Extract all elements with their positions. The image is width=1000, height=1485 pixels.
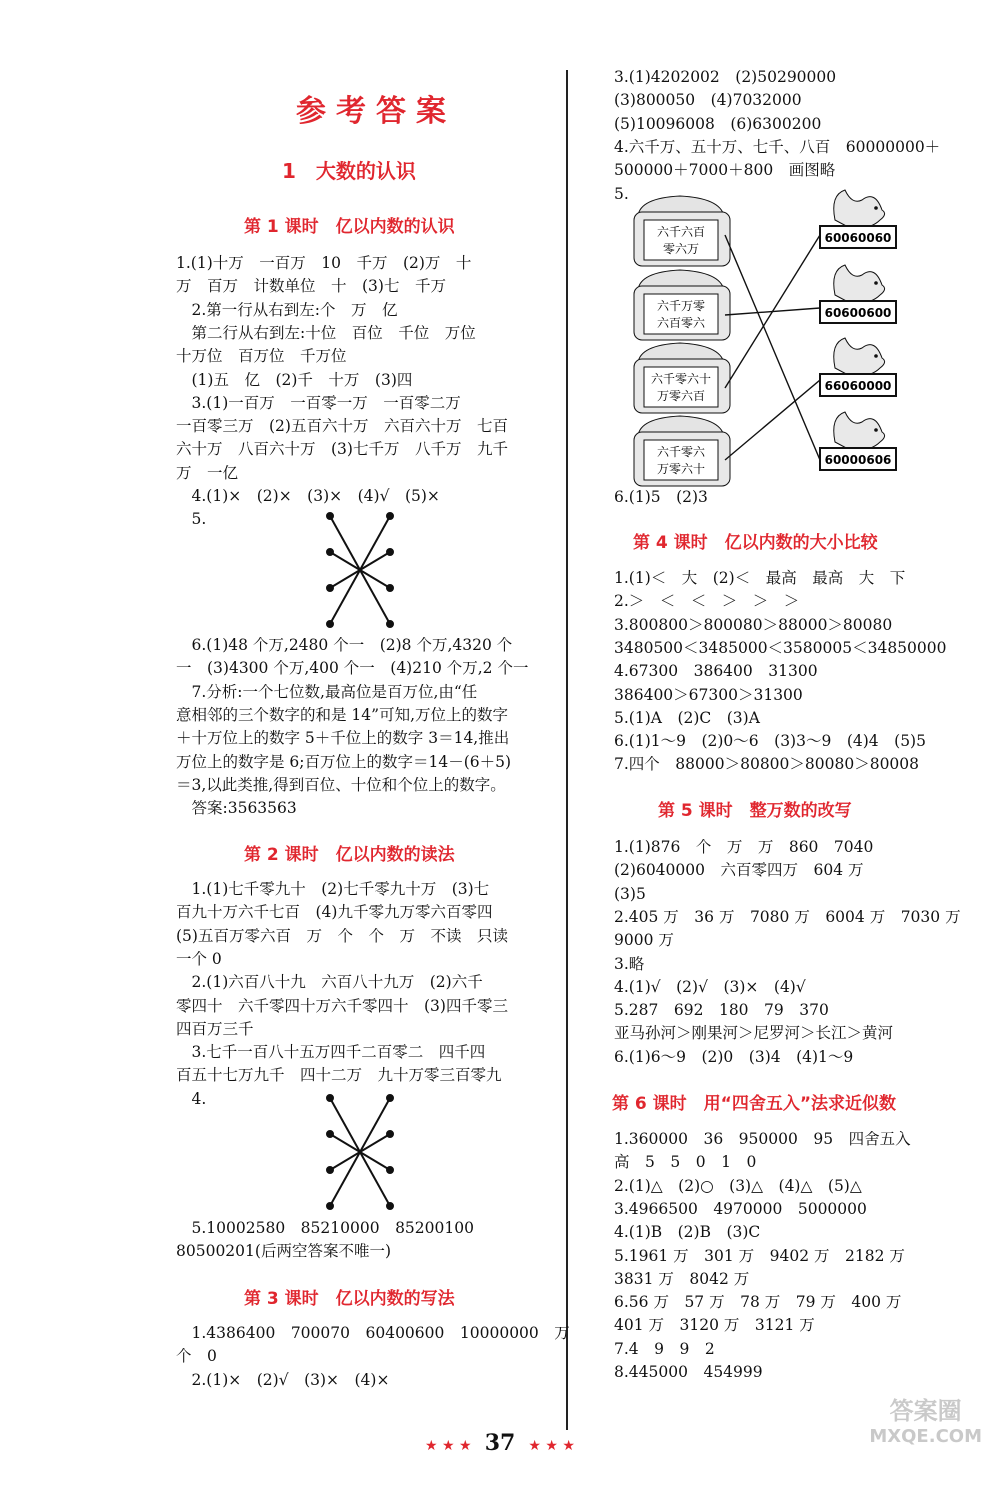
section-heading-lesson-2: 第 2 课时 亿以内数的读法 — [244, 845, 455, 865]
answer-line: 1.(1)876 个 万 万 860 7040 — [614, 838, 874, 856]
answer-line: 一 (3)4300 个万,400 个一 (4)210 个万,2 个一 — [176, 659, 529, 678]
answer-line: 5.(1)A (2)C (3)A — [614, 708, 760, 727]
answer-line: (3)5 — [614, 884, 646, 903]
svg-text:66060000: 66060000 — [824, 379, 892, 393]
answer-line: 3.(1)4202002 (2)50290000 — [614, 68, 837, 86]
page-title: 参考答案 — [296, 94, 456, 129]
answer-line: 2.第一行从右到左:个 万 亿 — [176, 300, 398, 319]
svg-text:60060060: 60060060 — [824, 231, 892, 245]
answer-line: 5. — [614, 184, 629, 203]
answer-line: 四百万三千 — [176, 1019, 254, 1038]
answer-line: 零四十 六千零四十万六千零四十 (3)四千零三 — [176, 996, 508, 1015]
answer-line: 5. — [176, 510, 207, 529]
answer-line: 六十万 八百六十万 (3)七千万 八千万 九千 — [176, 440, 508, 459]
answer-line: 万 一亿 — [176, 463, 239, 482]
answer-line: (2)6040000 六百零四万 604 万 — [614, 861, 864, 880]
answer-line: ＋十万位上的数字 5＋千位上的数字 3＝14,推出 — [176, 729, 510, 748]
house-card — [634, 270, 730, 340]
page-footer — [0, 1430, 1000, 1456]
answer-line: 十万位 百万位 千万位 — [176, 347, 347, 366]
answer-line: 3480500＜3485000＜3580005＜34850000 — [614, 638, 947, 657]
house-card — [634, 343, 730, 413]
answer-line: 500000＋7000＋800 画图略 — [614, 161, 836, 180]
svg-text:六千六百: 六千六百 — [656, 225, 706, 239]
answer-line: 7.四个 88000＞80800＞80080＞80008 — [614, 755, 920, 774]
answer-line: 5.1961 万 301 万 9402 万 2182 万 — [614, 1246, 905, 1265]
answer-line: 1.(1)十万 一百万 10 千万 (2)万 十 — [176, 254, 472, 272]
answer-line: 答案:3563563 — [176, 799, 297, 818]
answer-line: 个 0 — [176, 1347, 217, 1366]
answer-line: 2.(1)六百八十九 六百八十九万 (2)六千 — [176, 973, 483, 992]
answer-line: 3.七千一百八十五万四千二百零二 四千四 — [176, 1043, 486, 1062]
answer-line: 6.56 万 57 万 78 万 79 万 400 万 — [614, 1293, 902, 1312]
answer-line: 百九十万六千七百 (4)九千零九万零六百零四 — [176, 903, 493, 922]
bird-card — [820, 412, 896, 470]
house-card — [634, 196, 730, 266]
answer-line: 一百零三万 (2)五百六十万 六百六十万 七百 — [176, 417, 508, 436]
answer-line: 80500201(后两空答案不唯一) — [176, 1242, 391, 1261]
house-bird-matching-diagram — [630, 180, 910, 490]
watermark-logo: 答案圈 MXQE.COM — [869, 1397, 982, 1447]
answer-line: (5)五百万零六百 万 个 个 万 不读 只读 — [176, 926, 508, 945]
answer-line: 401 万 3120 万 3121 万 — [614, 1316, 815, 1335]
svg-text:60000606: 60000606 — [824, 453, 892, 467]
answer-line: 1.4386400 700070 60400600 10000000 万 — [176, 1324, 570, 1342]
answer-line: 4.(1)B (2)B (3)C — [614, 1223, 761, 1242]
answer-line: 万 百万 计数单位 十 (3)七 千万 — [176, 277, 446, 296]
answer-line: 7.分析:一个七位数,最高位是百万位,由“任 — [176, 682, 478, 701]
svg-text:六千万零: 六千万零 — [656, 299, 706, 313]
answer-line: 2.(1)△ (2)○ (3)△ (4)△ (5)△ — [614, 1176, 862, 1195]
answer-line: 7.4 9 9 2 — [614, 1339, 715, 1358]
answer-line: 3.略 — [614, 954, 645, 973]
answer-line: 第二行从右到左:十位 百位 千位 万位 — [176, 323, 476, 342]
section-heading-lesson-6: 第 6 课时 用“四舍五入”法求近似数 — [612, 1094, 897, 1114]
answer-line: 3831 万 8042 万 — [614, 1269, 750, 1288]
svg-text:60600600: 60600600 — [824, 306, 892, 320]
answer-line: 百五十七万九千 四十二万 九十万零三百零九 — [176, 1066, 502, 1085]
section-heading-lesson-4: 第 4 课时 亿以内数的大小比较 — [633, 533, 878, 553]
answer-line: 万位上的数字是 6;百万位上的数字＝14－(6＋5) — [176, 752, 512, 771]
svg-text:六千零六: 六千零六 — [656, 445, 706, 459]
answer-line: 3.(1)一百万 一百零一万 一百零二万 — [176, 393, 461, 412]
bird-card — [820, 190, 896, 248]
section-heading-lesson-1: 第 1 课时 亿以内数的认识 — [244, 217, 455, 237]
answer-line: 亚马孙河＞刚果河＞尼罗河＞长江＞黄河 — [614, 1024, 894, 1043]
answer-line: 3.4966500 4970000 5000000 — [614, 1199, 867, 1218]
answer-line: 1.360000 36 950000 95 四舍五入 — [614, 1130, 911, 1148]
answer-line: (3)800050 (4)7032000 — [614, 91, 802, 110]
answer-line: 6.(1)1～9 (2)0～6 (3)3～9 (4)4 (5)5 — [614, 732, 926, 751]
chapter-title: 1 大数的认识 — [282, 159, 416, 183]
answer-line: 386400＞67300＞31300 — [614, 685, 803, 704]
svg-text:零六万: 零六万 — [662, 242, 700, 256]
bird-card — [820, 265, 896, 323]
star-decoration-left: ★ ★ ★ — [425, 1438, 472, 1454]
matching-diagram-q5 — [322, 508, 398, 632]
matching-diagram-q4 — [322, 1090, 398, 1214]
svg-text:万零六十: 万零六十 — [656, 462, 706, 476]
column-divider — [566, 70, 568, 1430]
svg-text:万零六百: 万零六百 — [656, 389, 706, 403]
answer-line: 9000 万 — [614, 931, 674, 950]
answer-line: (1)五 亿 (2)千 十万 (3)四 — [176, 370, 413, 389]
house-card — [634, 416, 730, 486]
svg-text:六千零六十: 六千零六十 — [650, 372, 712, 386]
answer-line: 5.287 692 180 79 370 — [614, 1001, 829, 1020]
bird-card — [820, 338, 896, 396]
answer-line: 一个 0 — [176, 949, 222, 968]
answer-line: 6.(1)6～9 (2)0 (3)4 (4)1～9 — [614, 1047, 854, 1066]
star-decoration-right: ★ ★ ★ — [528, 1438, 575, 1454]
section-heading-lesson-5: 第 5 课时 整万数的改写 — [658, 801, 852, 821]
page-number: 37 — [484, 1430, 516, 1456]
answer-line: 2.＞ ＜ ＜ ＞ ＞ ＞ — [614, 592, 800, 611]
answer-line: (5)10096008 (6)6300200 — [614, 114, 822, 133]
answer-line: 2.405 万 36 万 7080 万 6004 万 7030 万 — [614, 907, 961, 926]
answer-line: 3.800800＞800080＞88000＞80080 — [614, 615, 893, 634]
answer-line: ＝3,以此类推,得到百位、十位和个位上的数字。 — [176, 775, 506, 794]
answer-line: 8.445000 454999 — [614, 1363, 763, 1381]
answer-line: 4.六千万、五十万、七千、八百 60000000＋ — [614, 137, 941, 156]
svg-text:六百零六: 六百零六 — [656, 316, 706, 330]
answer-line: 4.67300 386400 31300 — [614, 662, 818, 681]
answer-line: 2.(1)× (2)√ (3)× (4)× — [176, 1370, 390, 1389]
answer-line: 4. — [176, 1089, 207, 1108]
q6-answer: 6.(1)5 (2)3 — [614, 488, 708, 506]
answer-line: 1.(1)七千零九十 (2)七千零九十万 (3)七 — [176, 880, 490, 898]
answer-line: 5.10002580 85210000 85200100 — [176, 1219, 474, 1237]
answer-line: 意相邻的三个数字的和是 14”可知,万位上的数字 — [176, 705, 509, 724]
answer-line: 4.(1)× (2)× (3)× (4)√ (5)× — [176, 487, 440, 505]
answer-line: 高 5 5 0 1 0 — [614, 1153, 757, 1172]
section-heading-lesson-3: 第 3 课时 亿以内数的写法 — [244, 1289, 455, 1309]
answer-line: 1.(1)＜ 大 (2)＜ 最高 最高 大 下 — [614, 569, 906, 587]
answer-line: 6.(1)48 个万,2480 个一 (2)8 个万,4320 个 — [176, 636, 513, 654]
answer-line: 4.(1)√ (2)√ (3)× (4)√ — [614, 977, 806, 996]
